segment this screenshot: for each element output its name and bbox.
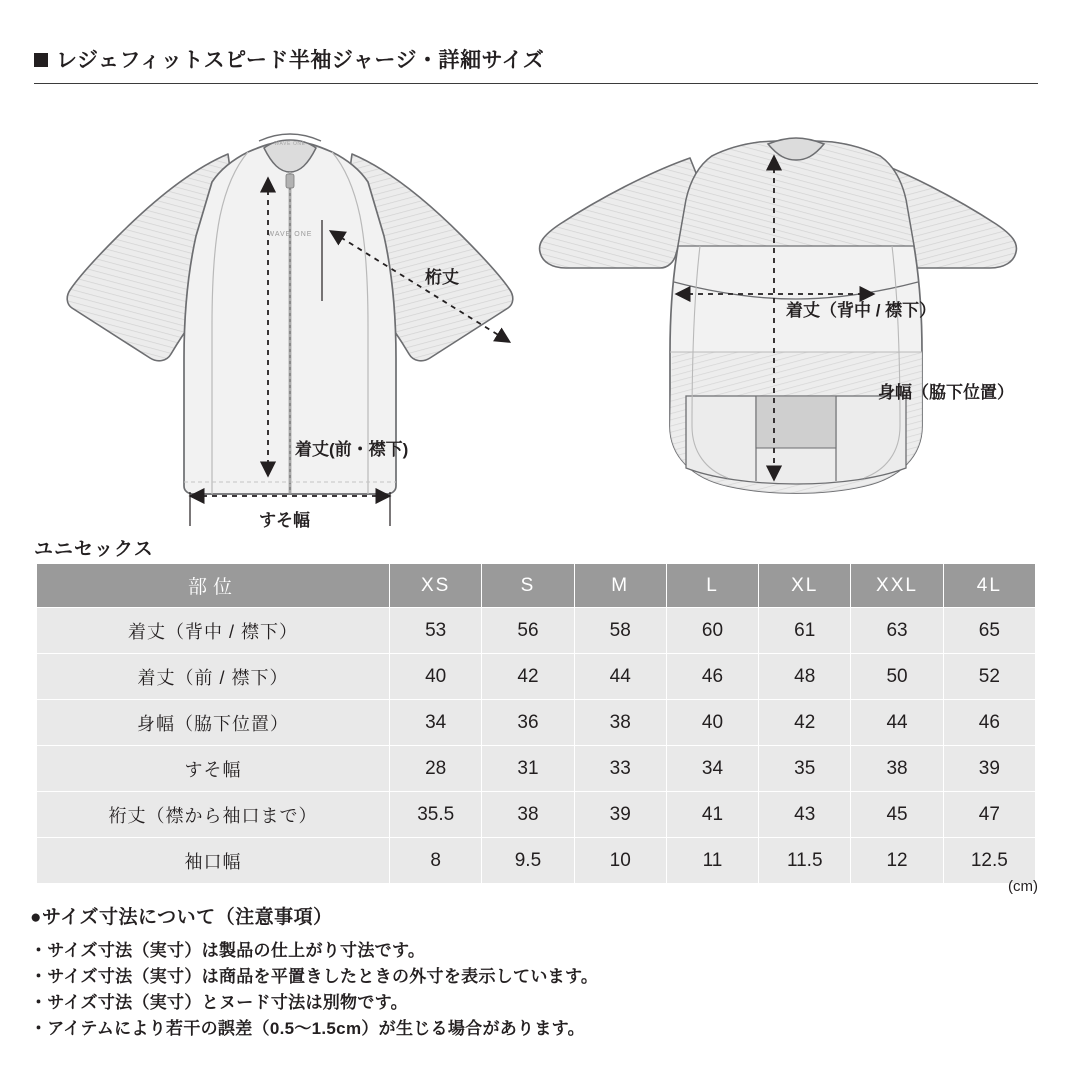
table-header-l: L xyxy=(666,564,758,608)
cell-value: 36 xyxy=(482,700,574,746)
unit-note: (cm) xyxy=(1008,878,1038,895)
label-hem-width: すそ幅 xyxy=(259,511,310,530)
cell-value: 8 xyxy=(390,838,482,884)
note-line: ・アイテムにより若干の誤差（0.5〜1.5cm）が生じる場合があります。 xyxy=(30,1019,585,1038)
svg-text:WAVE ONE: WAVE ONE xyxy=(274,141,306,147)
cell-value: 42 xyxy=(759,700,851,746)
cell-value: 38 xyxy=(482,792,574,838)
notes-section xyxy=(30,902,1050,1042)
cell-value: 48 xyxy=(759,654,851,700)
row-label: すそ幅 xyxy=(37,746,390,792)
size-table-wrap xyxy=(36,563,1036,884)
cell-value: 38 xyxy=(574,700,666,746)
cell-value: 65 xyxy=(943,608,1035,654)
table-header-row xyxy=(37,564,1036,608)
cell-value: 44 xyxy=(851,700,943,746)
table-row xyxy=(37,792,1036,838)
svg-text:WAVE ONE: WAVE ONE xyxy=(267,231,313,238)
cell-value: 38 xyxy=(851,746,943,792)
table-header-xxl: XXL xyxy=(851,564,943,608)
notes-title: ●サイズ寸法について（注意事項） xyxy=(30,907,333,928)
cell-value: 41 xyxy=(666,792,758,838)
cell-value: 43 xyxy=(759,792,851,838)
cell-value: 46 xyxy=(666,654,758,700)
table-header-xl: XL xyxy=(759,564,851,608)
cell-value: 56 xyxy=(482,608,574,654)
cell-value: 47 xyxy=(943,792,1035,838)
cell-value: 12.5 xyxy=(943,838,1035,884)
cell-value: 9.5 xyxy=(482,838,574,884)
cell-value: 35.5 xyxy=(390,792,482,838)
cell-value: 42 xyxy=(482,654,574,700)
label-chest-width: 身幅（脇下位置） xyxy=(878,383,1014,402)
garment-diagram xyxy=(0,96,1080,536)
cell-value: 11.5 xyxy=(759,838,851,884)
cell-value: 31 xyxy=(482,746,574,792)
label-front-length: 着丈(前・襟下) xyxy=(295,440,409,459)
cell-value: 35 xyxy=(759,746,851,792)
table-header-s: S xyxy=(482,564,574,608)
cell-value: 61 xyxy=(759,608,851,654)
cell-value: 40 xyxy=(390,654,482,700)
cell-value: 34 xyxy=(390,700,482,746)
note-line: ・サイズ寸法（実寸）は商品を平置きしたときの外寸を表示しています。 xyxy=(30,967,599,986)
cell-value: 50 xyxy=(851,654,943,700)
section-label-unisex: ユニセックス xyxy=(34,539,154,560)
row-label: 裄丈（襟から袖口まで） xyxy=(37,792,390,838)
cell-value: 10 xyxy=(574,838,666,884)
cell-value: 45 xyxy=(851,792,943,838)
size-table xyxy=(36,563,1036,884)
cell-value: 33 xyxy=(574,746,666,792)
table-header-xs: XS xyxy=(390,564,482,608)
note-line: ・サイズ寸法（実寸）とヌード寸法は別物です。 xyxy=(30,993,408,1012)
cell-value: 11 xyxy=(666,838,758,884)
row-label: 着丈（背中 / 襟下） xyxy=(37,608,390,654)
table-row xyxy=(37,746,1036,792)
cell-value: 40 xyxy=(666,700,758,746)
header-title-row xyxy=(34,44,1042,74)
note-line: ・サイズ寸法（実寸）は製品の仕上がり寸法です。 xyxy=(30,941,426,960)
cell-value: 12 xyxy=(851,838,943,884)
cell-value: 28 xyxy=(390,746,482,792)
cell-value: 44 xyxy=(574,654,666,700)
row-label: 着丈（前 / 襟下） xyxy=(37,654,390,700)
label-sleeve-span: 桁丈 xyxy=(425,268,459,287)
label-back-length: 着丈（背中 / 襟下） xyxy=(786,301,937,320)
cell-value: 58 xyxy=(574,608,666,654)
front-view-group xyxy=(67,134,513,526)
table-header-4l: 4L xyxy=(943,564,1035,608)
header-divider xyxy=(34,83,1038,84)
page-title: レジェフィットスピード半袖ジャージ・詳細サイズ xyxy=(56,49,545,72)
table-row xyxy=(37,608,1036,654)
row-label: 袖口幅 xyxy=(37,838,390,884)
table-row xyxy=(37,838,1036,884)
cell-value: 39 xyxy=(943,746,1035,792)
table-row xyxy=(37,654,1036,700)
table-header-part: 部位 xyxy=(37,564,390,608)
square-bullet-icon xyxy=(34,53,48,67)
row-label: 身幅（脇下位置） xyxy=(37,700,390,746)
cell-value: 46 xyxy=(943,700,1035,746)
table-header-m: M xyxy=(574,564,666,608)
cell-value: 53 xyxy=(390,608,482,654)
cell-value: 63 xyxy=(851,608,943,654)
page-header xyxy=(34,44,1042,84)
back-view-group xyxy=(540,138,1017,493)
cell-value: 34 xyxy=(666,746,758,792)
cell-value: 52 xyxy=(943,654,1035,700)
cell-value: 39 xyxy=(574,792,666,838)
table-row xyxy=(37,700,1036,746)
cell-value: 60 xyxy=(666,608,758,654)
